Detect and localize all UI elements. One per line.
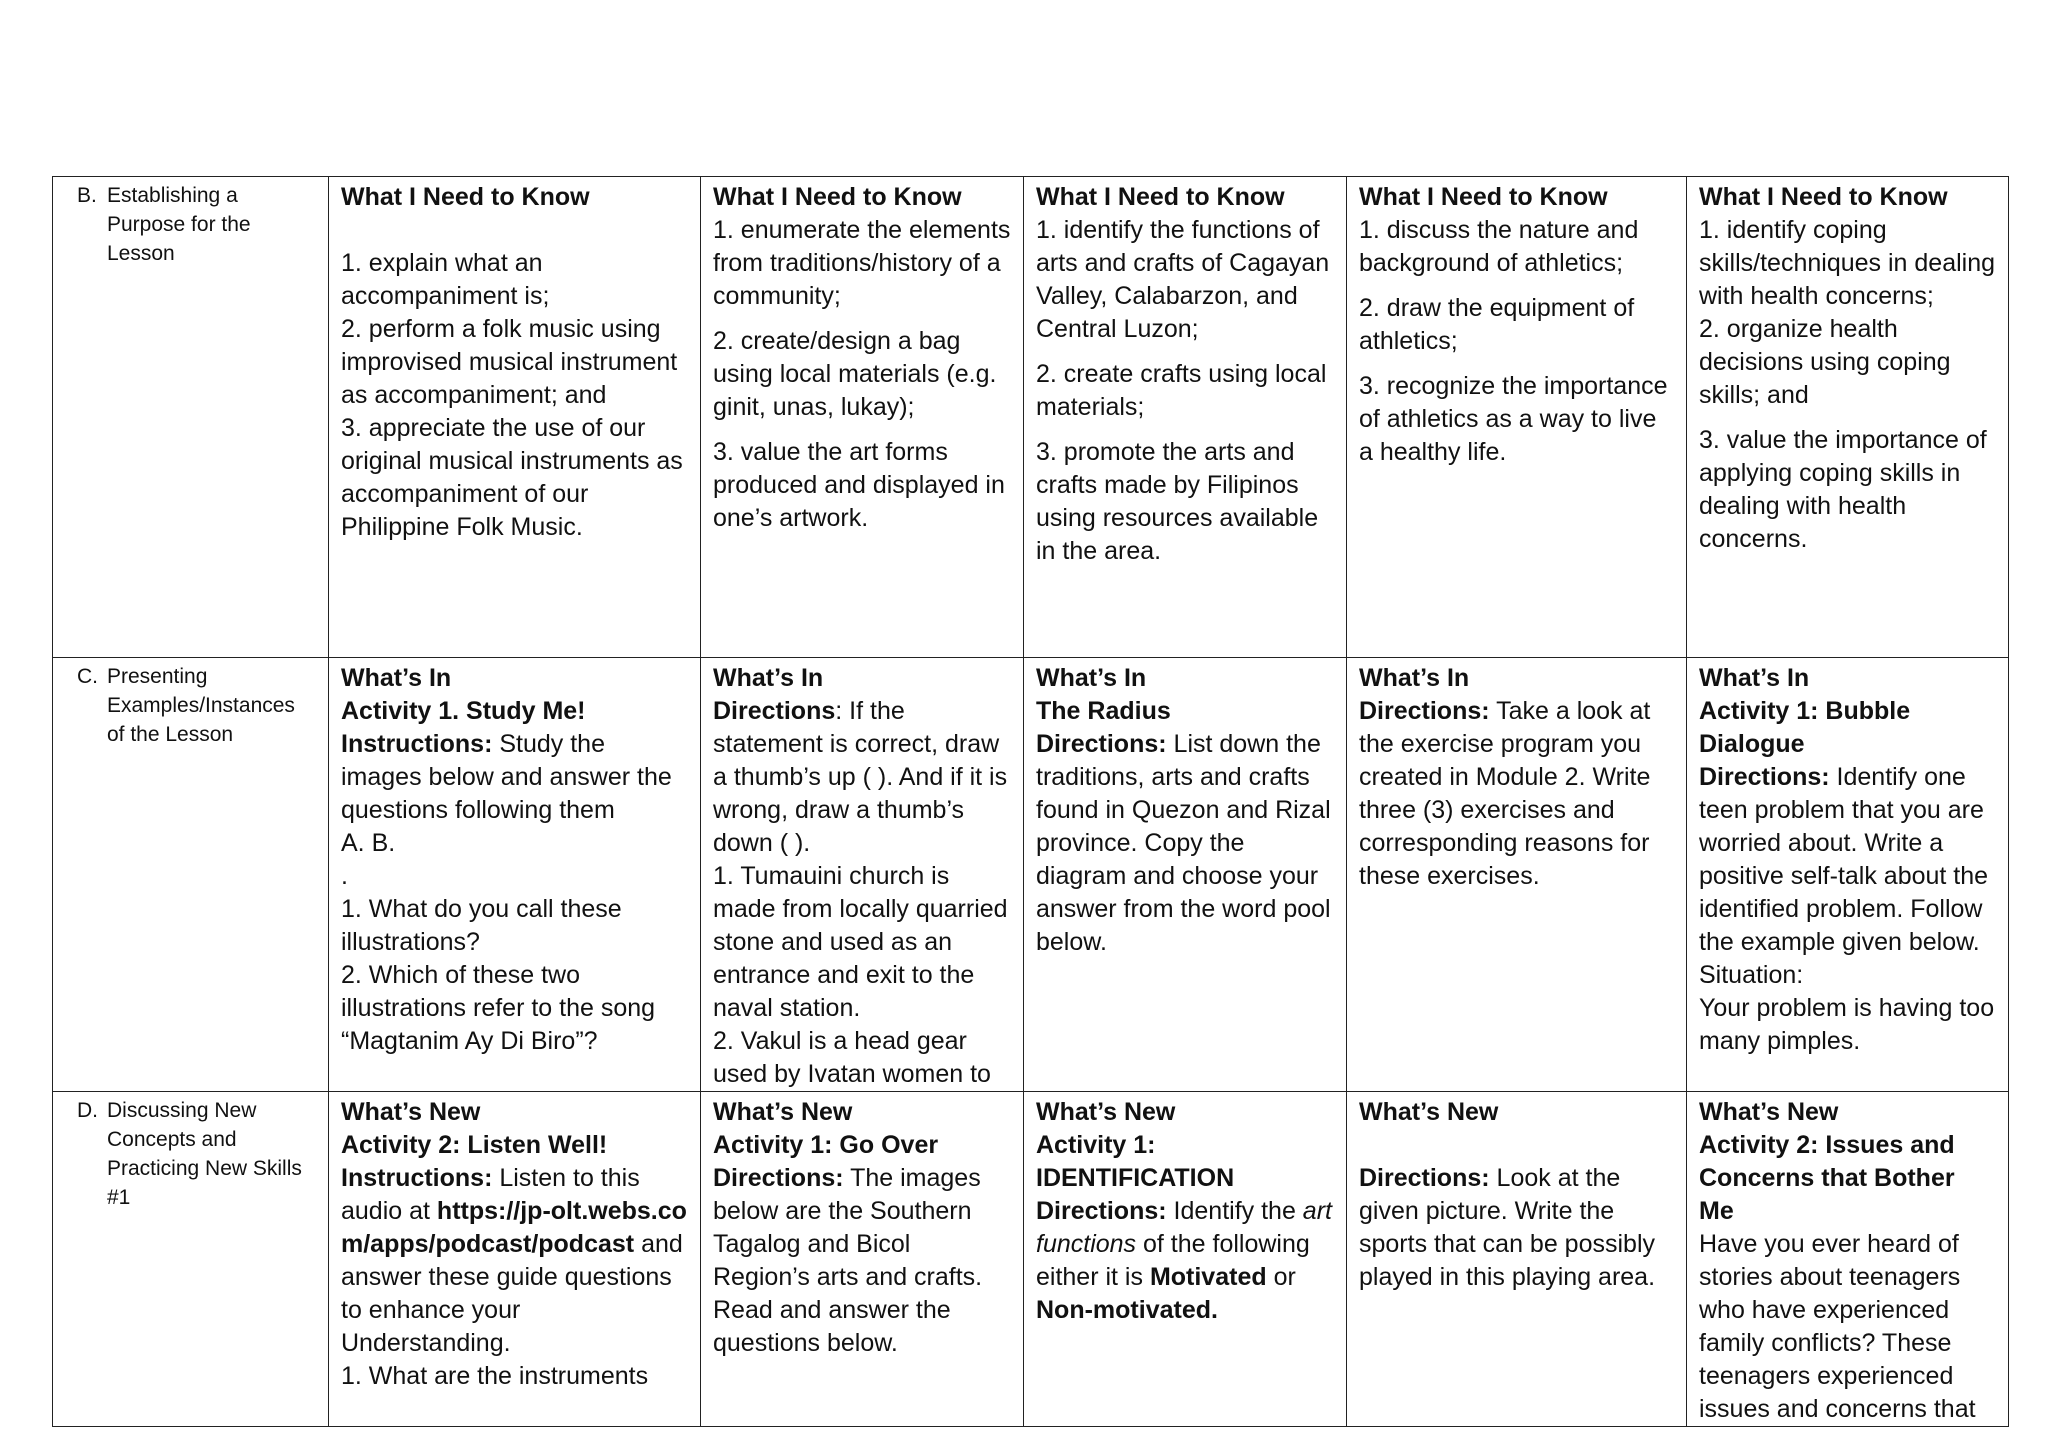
objective-item: 3. promote the arts and crafts made by Filipinos using resources available in the area.	[1036, 438, 1319, 565]
table-row	[53, 177, 2009, 658]
emphasis-text: art functions	[1036, 1197, 1332, 1258]
emphasis-text: Non-motivated.	[1036, 1296, 1218, 1324]
body-line: 2. Vakul is a head gear used by Ivatan women to	[713, 1027, 991, 1088]
table-cell	[1687, 658, 2009, 1092]
cell-heading: What’s In	[713, 664, 824, 692]
body-line: 1. What are the instruments	[341, 1362, 649, 1390]
objective-item: 3. appreciate the use of our original musical instruments as accompaniment of our Philippine Folk Music.	[341, 414, 683, 541]
objective-item: 1. identify the functions of arts and crafts of Cagayan Valley, Calabarzon, and Central Luzon;	[1036, 216, 1330, 343]
cell-heading: What I Need to Know	[713, 183, 962, 211]
body-line: Have you ever heard of stories about teenagers who have experienced family conflicts? These teenagers experienced issues and concerns that	[1699, 1230, 1976, 1423]
table-cell	[701, 1092, 1024, 1427]
row-letter: C.	[77, 665, 98, 688]
body-line: 1. What do you call these illustrations?	[341, 895, 622, 956]
table-cell	[1024, 177, 1347, 658]
activity-title: Activity 1. Study Me!	[341, 697, 586, 725]
activity-title: The Radius	[1036, 697, 1171, 725]
table-cell	[1024, 1092, 1347, 1427]
directions-label: Directions:	[1359, 1164, 1490, 1192]
row-label: Discussing New Concepts and Practicing New Skills #1	[107, 1099, 302, 1209]
directions-text: List down the traditions, arts and crafts found in Quezon and Rizal province. Copy the diagram and choose your answer from the word pool below.	[1036, 730, 1331, 956]
podcast-link[interactable]: https://jp-olt.webs.com/apps/podcast/podcast	[341, 1197, 687, 1258]
body-line: Your problem is having too many pimples.	[1699, 994, 1995, 1055]
objective-item: 1. explain what an accompaniment is;	[341, 249, 550, 310]
row-label-cell	[53, 1092, 329, 1427]
row-label: Establishing a Purpose for the Lesson	[107, 184, 251, 265]
cell-heading: What’s In	[1359, 664, 1470, 692]
cell-heading: What’s In	[341, 664, 452, 692]
objective-item: 3. value the importance of applying coping skills in dealing with health concerns.	[1699, 426, 1987, 553]
directions-text: and answer these guide questions to enhance your Understanding.	[341, 1230, 683, 1357]
directions-text: of the following either it is	[1036, 1230, 1310, 1291]
cell-heading: What’s New	[713, 1098, 853, 1126]
cell-heading: What I Need to Know	[1699, 183, 1948, 211]
directions-label: Directions:	[1036, 730, 1167, 758]
table-cell	[329, 1092, 701, 1427]
cell-heading: What’s New	[341, 1098, 481, 1126]
table-cell	[701, 658, 1024, 1092]
directions-text: Take a look at the exercise program you created in Module 2. Write three (3) exercises and corresponding reasons for these exercises.	[1359, 697, 1651, 890]
objective-item: 2. organize health decisions using coping skills; and	[1699, 315, 1951, 409]
objective-item: 2. create/design a bag using local materials (e.g. ginit, unas, lukay);	[713, 327, 997, 421]
objective-item: 2. perform a folk music using improvised musical instrument as accompaniment; and	[341, 315, 678, 409]
table-cell	[1347, 658, 1687, 1092]
cell-heading: What’s In	[1699, 664, 1810, 692]
table-cell	[1687, 1092, 2009, 1427]
cell-heading: What I Need to Know	[1036, 183, 1285, 211]
row-letter: D.	[77, 1099, 98, 1122]
directions-label: Directions:	[1699, 763, 1830, 791]
lesson-plan-table	[52, 176, 2009, 1427]
body-line: 2. Which of these two illustrations refer to the song “Magtanim Ay Di Biro”?	[341, 961, 656, 1055]
table-cell	[1347, 177, 1687, 658]
objective-item: 1. identify coping skills/techniques in dealing with health concerns;	[1699, 216, 1996, 310]
cell-heading: What’s In	[1036, 664, 1147, 692]
directions-text: Listen to this audio at	[341, 1164, 640, 1225]
directions-text: Identify the	[1166, 1197, 1303, 1225]
cell-heading: What’s New	[1699, 1098, 1839, 1126]
directions-text: Study the images below and answer the questions following them	[341, 730, 672, 824]
body-line: A. B.	[341, 829, 396, 857]
objective-item: 3. recognize the importance of athletics as a way to live a healthy life.	[1359, 372, 1668, 466]
activity-title: IDENTIFICATION	[1036, 1164, 1235, 1192]
cell-heading: What I Need to Know	[1359, 183, 1608, 211]
table-cell	[329, 658, 701, 1092]
row-label: Presenting Examples/Instances of the Lesson	[107, 665, 295, 746]
directions-text: The images below are the Southern Tagalog and Bicol Region’s arts and crafts. Read and answer the questions below.	[713, 1164, 983, 1357]
directions-label: Instructions:	[341, 730, 493, 758]
emphasis-text: Motivated	[1149, 1263, 1267, 1291]
activity-title: Activity 2: Listen Well!	[341, 1131, 608, 1159]
directions-label: Directions:	[1359, 697, 1490, 725]
row-label-cell	[53, 177, 329, 658]
directions-text: or	[1266, 1263, 1296, 1291]
cell-heading: What’s New	[1359, 1098, 1499, 1126]
directions-label: Directions:	[1036, 1197, 1167, 1225]
directions-text: Identify one teen problem that you are worried about. Write a positive self-talk about the identified problem. Follow the example given below.	[1699, 763, 1989, 956]
row-label-cell	[53, 658, 329, 1092]
body-line: 1. Tumauini church is made from locally quarried stone and used as an entrance and exit to the naval station.	[713, 862, 1008, 1022]
directions-label: Instructions:	[341, 1164, 493, 1192]
table-row	[53, 1092, 2009, 1427]
row-letter: B.	[77, 184, 97, 207]
table-cell	[1347, 1092, 1687, 1427]
directions-text: : If the statement is correct, draw a thumb’s up ( ). And if it is wrong, draw a thumb’s down ( ).	[713, 697, 1008, 857]
cell-heading: What’s New	[1036, 1098, 1176, 1126]
directions-label: Directions	[713, 697, 836, 725]
directions-text: Look at the given picture. Write the sports that can be possibly played in this playing area.	[1359, 1164, 1656, 1291]
objective-item: 1. discuss the nature and background of athletics;	[1359, 216, 1639, 277]
directions-label: Directions:	[713, 1164, 844, 1192]
body-line: Situation:	[1699, 961, 1804, 989]
table-cell	[1024, 658, 1347, 1092]
activity-title: Activity 1:	[1036, 1131, 1156, 1159]
activity-title: Activity 2: Issues and Concerns that Bother Me	[1699, 1131, 1955, 1225]
activity-title: Activity 1: Go Over	[713, 1131, 939, 1159]
table-cell	[701, 177, 1024, 658]
objective-item: 2. draw the equipment of athletics;	[1359, 294, 1635, 355]
table-row	[53, 658, 2009, 1092]
objective-item: 1. enumerate the elements from traditions/history of a community;	[713, 216, 1011, 310]
objective-item: 2. create crafts using local materials;	[1036, 360, 1327, 421]
objective-item: 3. value the art forms produced and displayed in one’s artwork.	[713, 438, 1005, 532]
table-cell	[1687, 177, 2009, 658]
body-line: .	[341, 862, 348, 890]
cell-heading: What I Need to Know	[341, 183, 590, 211]
activity-title: Activity 1: Bubble Dialogue	[1699, 697, 1911, 758]
table-cell	[329, 177, 701, 658]
